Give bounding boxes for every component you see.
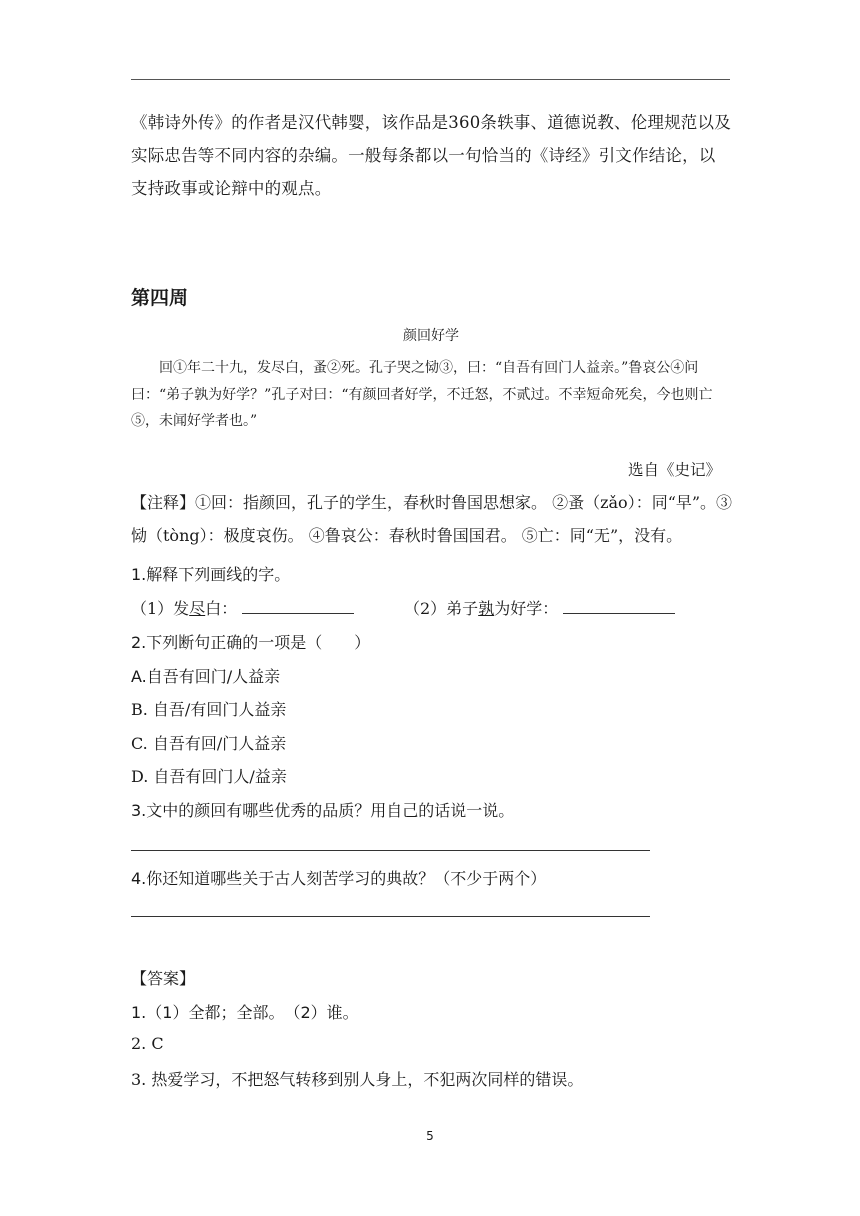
week-heading: 第四周	[131, 287, 189, 309]
question-2-option-b: B. 自吾/有回门人益亲	[131, 700, 287, 719]
q1-item1-suffix: 白：	[205, 599, 238, 618]
passage-text: 回①年二十九，发尽白，蚤②死。孔子哭之恸③，曰：“自吾有回门人益亲。”鲁哀公④问曰：“弟子孰为好学？”孔子对曰：“有颜回者好学，不迁怒，不贰过。不幸短命死矣，今也则亡⑤，未闻好学者也。”	[131, 360, 713, 429]
answer-2: 2. C	[131, 1034, 164, 1053]
question-4-stem: 4.你还知道哪些关于古人刻苦学习的典故？（不少于两个）	[131, 869, 547, 888]
question-3-answer-line[interactable]	[131, 850, 650, 851]
q1-item2-suffix: 为好学：	[494, 599, 559, 618]
question-2-option-c: C. 自吾有回/门人益亲	[131, 734, 287, 753]
question-4-answer-line[interactable]	[131, 916, 650, 917]
passage-source: 选自《史记》	[627, 461, 721, 479]
q1-item1-prefix: （1）发	[131, 599, 190, 618]
question-1-stem: 1.解释下列画线的字。	[131, 565, 291, 584]
q1-item2-underlined-word: 孰	[478, 599, 495, 618]
answer-1: 1.（1）全都；全部。 （2）谁。	[131, 1003, 359, 1022]
question-2-option-a: A.自吾有回门/人益亲	[131, 667, 281, 686]
q1-item1-underlined-word: 尽	[189, 599, 206, 618]
passage-title: 颜回好学	[403, 328, 459, 344]
notes-paragraph: 【注释】①回：指颜回，孔子的学生，春秋时鲁国思想家。 ②蚤（zǎo）：同“早”。③恸（tòng）：极度哀伤。 ④鲁哀公：春秋时鲁国国君。 ⑤亡：同“无”，没有。	[131, 493, 733, 545]
page-number: 5	[426, 1129, 434, 1143]
question-1-item-2	[404, 596, 675, 619]
q1-item2-prefix: （2）弟子	[404, 599, 479, 618]
question-3-stem: 3.文中的颜回有哪些优秀的品质？用自己的话说一说。	[131, 801, 515, 820]
intro-paragraph: 《韩诗外传》的作者是汉代韩婴，该作品是360条轶事、道德说教、伦理规范以及实际忠告等不同内容的杂编。一般每条都以一句恰当的《诗经》引文作结论，以支持政事或论辩中的观点。	[131, 113, 731, 198]
question-2-option-d: D. 自吾有回门人/益亲	[131, 767, 287, 786]
q1-item1-answer-blank[interactable]	[242, 598, 354, 614]
answer-3: 3. 热爱学习，不把怒气转移到别人身上，不犯两次同样的错误。	[131, 1070, 584, 1089]
question-1-item-1	[131, 596, 354, 619]
question-2-stem: 2.下列断句正确的一项是（ ）	[131, 633, 371, 652]
header-rule	[131, 79, 730, 80]
answers-heading: 【答案】	[131, 969, 196, 988]
q1-item2-answer-blank[interactable]	[563, 598, 675, 614]
